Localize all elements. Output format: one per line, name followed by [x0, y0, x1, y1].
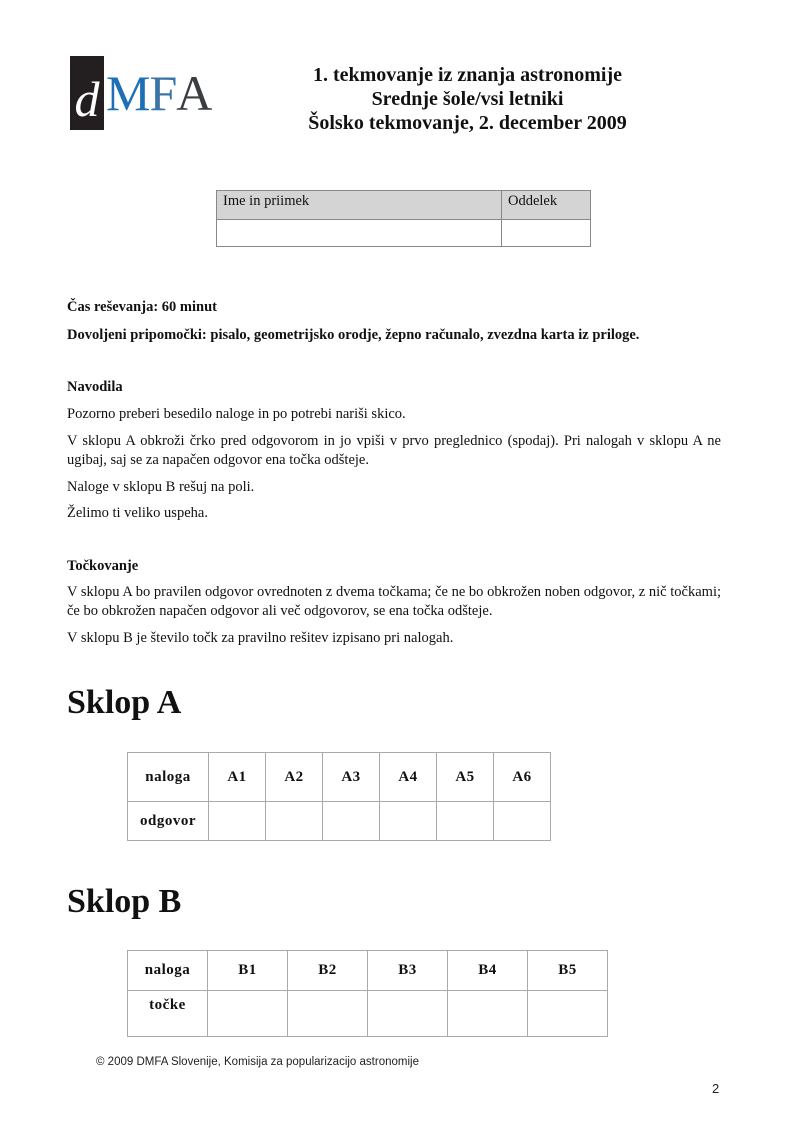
name-field[interactable]	[217, 220, 502, 247]
document-header	[270, 63, 665, 135]
page-number: 2	[712, 1081, 720, 1096]
logo-letter-f: F	[149, 65, 177, 121]
answer-cell-a3[interactable]	[323, 802, 380, 841]
instructions-heading: Navodila	[67, 379, 123, 395]
task-header-b2: B2	[288, 951, 368, 991]
student-info-table	[216, 190, 591, 247]
task-header-a4: A4	[380, 753, 437, 802]
answer-cell-a1[interactable]	[209, 802, 266, 841]
class-field[interactable]	[502, 220, 591, 247]
header-line-1: 1. tekmovanje iz znanja astronomije	[312, 64, 623, 86]
answer-cell-a6[interactable]	[494, 802, 551, 841]
section-b-title: Sklop B	[67, 883, 182, 920]
answer-cell-a4[interactable]	[380, 802, 437, 841]
answer-cell-a2[interactable]	[266, 802, 323, 841]
answer-cell-a5[interactable]	[437, 802, 494, 841]
time-limit: Čas reševanja: 60 minut	[67, 299, 217, 315]
points-cell-b1[interactable]	[208, 991, 288, 1037]
logo-d-block: d	[70, 56, 104, 130]
section-b-points-table	[127, 950, 608, 1037]
scoring-paragraph: V sklopu A bo pravilen odgovor ovrednoten z dvema točkama; če ne bo obkrožen noben odgovor, z nič točkami; če bo obkrožen napačen odgovor ali več odgovorov, se ena točka odšteje.	[67, 584, 721, 619]
points-cell-b2[interactable]	[288, 991, 368, 1037]
task-header-a5: A5	[437, 753, 494, 802]
task-row-label: naloga	[128, 951, 208, 991]
task-header-b4: B4	[448, 951, 528, 991]
logo-letter-m: M	[106, 65, 150, 121]
class-column-header: Oddelek	[502, 191, 591, 220]
logo-letter-a: A	[176, 65, 212, 121]
points-cell-b4[interactable]	[448, 991, 528, 1037]
logo-mfa-text	[104, 56, 211, 130]
name-column-header: Ime in priimek	[217, 191, 502, 220]
scoring-paragraph: V sklopu B je število točk za pravilno rešitev izpisano pri nalogah.	[67, 630, 454, 646]
task-header-a6: A6	[494, 753, 551, 802]
task-header-b1: B1	[208, 951, 288, 991]
points-cell-b3[interactable]	[368, 991, 448, 1037]
instructions-paragraph: Želimo ti veliko uspeha.	[67, 505, 208, 521]
header-line-2: Srednje šole/vsi letniki	[371, 88, 564, 110]
task-header-b3: B3	[368, 951, 448, 991]
section-a-answer-table	[127, 752, 551, 841]
dmfa-logo	[70, 56, 211, 130]
scoring-heading: Točkovanje	[67, 558, 139, 574]
header-line-3: Šolsko tekmovanje, 2. december 2009	[308, 112, 627, 134]
instructions-paragraph: Pozorno preberi besedilo naloge in po potrebi nariši skico.	[67, 406, 406, 422]
section-a-title: Sklop A	[67, 684, 182, 721]
points-cell-b5[interactable]	[528, 991, 608, 1037]
copyright-footer: © 2009 DMFA Slovenije, Komisija za popularizacijo astronomije	[96, 1056, 419, 1068]
task-header-a3: A3	[323, 753, 380, 802]
task-header-b5: B5	[528, 951, 608, 991]
instructions-paragraph: Naloge v sklopu B rešuj na poli.	[67, 479, 255, 495]
allowed-tools: Dovoljeni pripomočki: pisalo, geometrijsko orodje, žepno računalo, zvezdna karta iz priloge.	[67, 327, 640, 343]
answer-row-label: odgovor	[128, 802, 209, 841]
task-row-label: naloga	[128, 753, 209, 802]
points-row-label: točke	[128, 991, 208, 1037]
instructions-paragraph: V sklopu A obkroži črko pred odgovorom in jo vpiši v prvo preglednico (spodaj). Pri nalogah v sklopu A ne ugibaj, saj se za napačen odgovor ena točka odšteje.	[67, 433, 721, 468]
task-header-a2: A2	[266, 753, 323, 802]
task-header-a1: A1	[209, 753, 266, 802]
